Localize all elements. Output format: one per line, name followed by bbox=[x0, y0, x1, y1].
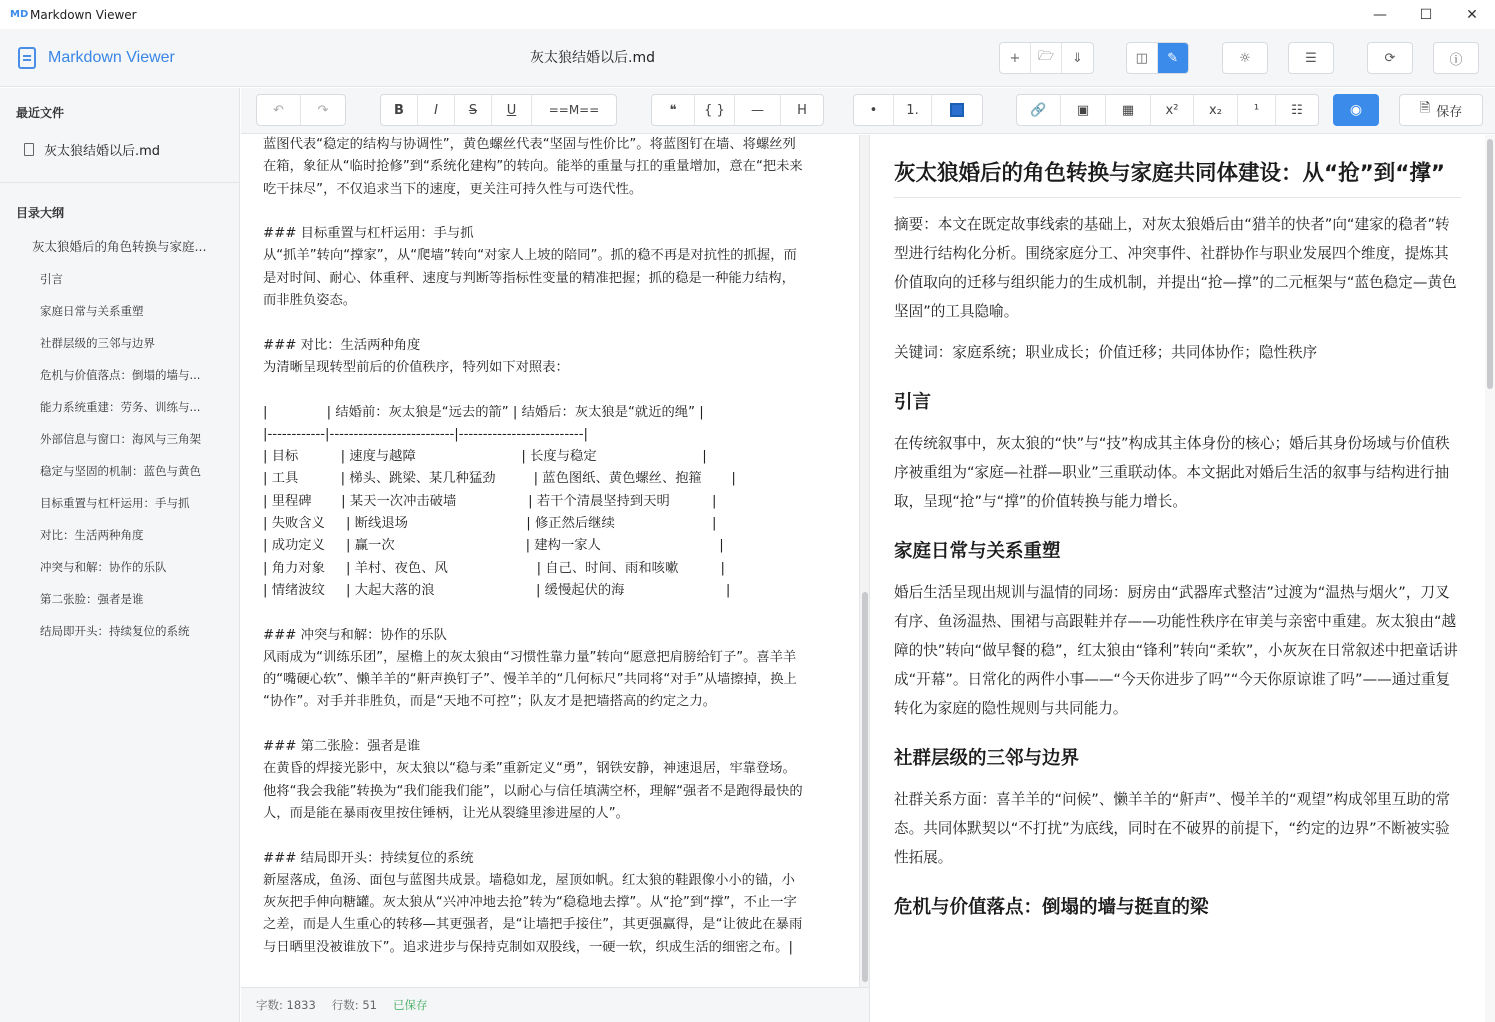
preview-heading: 家庭日常与关系重塑 bbox=[894, 541, 1061, 562]
toc-item[interactable]: 对比：生活两种角度 bbox=[40, 528, 144, 542]
char-count: 字数: 1833 bbox=[256, 998, 316, 1012]
bold-button[interactable]: B bbox=[381, 95, 418, 125]
preview-paragraph: 婚后生活呈现出规训与温情的同场：厨房由“武器库式整洁”过渡为“温热与烟火”，刀叉有序、鱼汤温热、围裙与高跟鞋并存——功能性秩序在审美与亲密中重建。灰太狼由“越障的快”转向“做早餐的稳”，红太狼由“锋利”转向“柔软”，小灰灰在日常叙述中把童话讲成“开幕”。日常化的两件小事——“今天你进步了吗”“今天你原谅谁了吗”——通过重复转化为家庭的隐性规则与共同能力。 bbox=[894, 584, 1458, 717]
window-controls bbox=[1357, 0, 1495, 29]
current-document-name: 灰太狼结婚以后.md bbox=[530, 50, 655, 66]
editor-text[interactable]: 蓝图代表“稳定的结构与协调性”，黄色螺丝代表“坚固与性价比”。将蓝图钉在墙、将螺丝列 在箱，象征从“临时抢修”到“系统化建构”的转向。能举的重量与扛的重量增加，意在“把未来 吃干抹尽”，不仅追求当下的速度，更关注可持久性与可迭代性。 ### 目标重置与杠杆运用：手与抓 从“抓羊”转向“撑家”，从“爬墙”转向“对家人上坡的陪同”。抓的稳不再是对抗性的抓握，而 是对时间、耐心、体重秤、速度与判断等指标性变量的精准把握；抓的稳是一种能力结构， 而非胜负姿态。 ### 对比：生活两种角度 为清晰呈现转型前后的价值秩序，特列如下对照表： | | 结婚前：灰太狼是“远去的箭” | 结婚后：灰太狼是“就近的绳” | |------------|--------------------------|--------------------------| | 目标 | 速度与越障 | 长度与稳定 | | 工具 | 梯头、跳梁、某几种猛劲 | 蓝色图纸、黄色螺丝、抱箍 | | 里程碑 | 某天一次冲击破墙 | 若干个清晨坚持到天明 | | 失败含义 | 断线退场 | 修正然后继续 | | 成功定义 | 赢一次 | 建构一家人 | | 角力对象 | 羊村、夜色、风 | 自己、时间、雨和咳嗽 | | 情绪波纹 | 大起大落的浪 | 缓慢起伏的海 | ### 冲突与和解：协作的乐队 风雨成为“训练乐团”，屋檐上的灰太狼由“习惯性靠力量”转向“愿意把肩膀给钉子”。喜羊羊 的“嘴硬心软”、懒羊羊的“鼾声换钉子”、慢羊羊的“几何标尺”共同将“对手”从墙擦掉，换上 “协作”。对手并非胜负，而是“天地不可控”；队友才是把墙搭高的约定之力。 ### 第二张脸：强者是谁 在黄昏的焊接光影中，灰太狼以“稳与柔”重新定义“勇”，钢铁安静，神速退居，牢靠登场。 他将“我会我能”转换为“我们能我们能”，以耐心与信任填满空杯，理解“强者不是跑得最快的 人，而是能在暴雨夜里按住锤柄，让光从裂缝里渗进屋的人”。 ### 结局即开头：持续复位的系统 新屋落成，鱼汤、面包与蓝图共成景。墙稳如龙，屋顶如帆。红太狼的鞋跟像小小的锚，小 灰灰把手伸向糖罐。灰太狼从“兴冲冲地去抢”转为“稳稳地去撑”。从“抢”到“撑”，不止一字 之差，而是人生重心的转移—其更强者，是“让墙把手接住”，其更强赢得，是“让彼此在暴雨 与日晒里没被谁放下”。追求进步与保持克制如双股线，一硬一软，织成生活的细密之布。| bbox=[263, 137, 803, 955]
underline-button[interactable]: U bbox=[492, 95, 532, 125]
file-icon bbox=[24, 143, 34, 156]
block-group bbox=[651, 94, 824, 126]
app-logo-icon: MD bbox=[10, 9, 29, 20]
toc-item[interactable]: 第二张脸：强者是谁 bbox=[40, 592, 144, 606]
export-file-icon[interactable]: ⇓ bbox=[1072, 50, 1083, 66]
open-folder-icon[interactable]: 🗁 bbox=[1031, 43, 1062, 73]
recent-files-heading: 最近文件 bbox=[16, 106, 65, 120]
list-group bbox=[853, 94, 983, 126]
new-file-icon[interactable]: + bbox=[1000, 43, 1031, 73]
sidebar bbox=[0, 88, 240, 1022]
toc-heading: 目录大纲 bbox=[16, 206, 65, 220]
calendar-icon[interactable]: ☷ bbox=[1291, 102, 1303, 118]
recent-file-item[interactable] bbox=[24, 140, 160, 159]
editor-scrollbar-thumb[interactable] bbox=[862, 592, 868, 982]
horizontal-rule-button[interactable]: — bbox=[735, 95, 781, 125]
format-toolbar bbox=[241, 88, 1495, 134]
undo-button[interactable]: ↶ bbox=[257, 95, 301, 125]
ordered-list-button[interactable]: 1. bbox=[894, 95, 932, 125]
link-icon[interactable]: 🔗 bbox=[1017, 95, 1061, 125]
toc-item[interactable]: 能力系统重建：劳务、训练与... bbox=[40, 400, 201, 414]
sidebar-divider bbox=[0, 182, 239, 183]
toc-item[interactable]: 外部信息与窗口：海风与三角架 bbox=[40, 432, 201, 446]
window-title: Markdown Viewer bbox=[30, 7, 137, 22]
preview-scrollbar[interactable] bbox=[1485, 135, 1495, 1022]
preview-heading: 社群层级的三邻与边界 bbox=[894, 748, 1080, 769]
edit-view-icon[interactable]: ✎ bbox=[1158, 43, 1188, 73]
split-view-icon[interactable]: ◫ bbox=[1127, 43, 1158, 73]
preview-paragraph: 社群关系方面：喜羊羊的“问候”、懒羊羊的“鼾声”、慢羊羊的“观望”构成邻里互助的常态。共同体默契以“不打扰”为底线，同时在不破界的前提下，“约定的边界”不断被实验性拓展。 bbox=[894, 791, 1451, 866]
line-count: 行数: 51 bbox=[331, 998, 377, 1012]
preview-heading: 危机与价值落点：倒塌的墙与挺直的梁 bbox=[894, 897, 1209, 918]
insert-group bbox=[1016, 94, 1319, 126]
app-header bbox=[0, 29, 1495, 87]
toc-item[interactable]: 灰太狼婚后的角色转换与家庭... bbox=[32, 239, 207, 254]
editor-scrollbar[interactable] bbox=[859, 135, 869, 987]
markdown-preview bbox=[869, 135, 1485, 1022]
italic-button[interactable]: I bbox=[418, 95, 455, 125]
toc-list bbox=[0, 236, 239, 652]
markdown-editor[interactable] bbox=[241, 135, 859, 987]
superscript-button[interactable]: x² bbox=[1151, 95, 1194, 125]
heading-button[interactable]: H bbox=[797, 102, 807, 118]
toc-item[interactable]: 结局即开头：持续复位的系统 bbox=[40, 624, 190, 638]
preview-scrollbar-thumb[interactable] bbox=[1487, 139, 1493, 389]
sun-icon[interactable]: ☼ bbox=[1222, 42, 1268, 74]
eye-icon[interactable]: ◉ bbox=[1333, 94, 1379, 126]
info-icon[interactable]: ⓘ bbox=[1433, 42, 1479, 74]
status-bar bbox=[241, 987, 869, 1022]
toc-item[interactable]: 冲突与和解：协作的乐队 bbox=[40, 560, 167, 574]
view-mode-group bbox=[1126, 42, 1189, 74]
save-file-icon: 🗎 bbox=[1419, 101, 1431, 116]
toc-item[interactable]: 目标重置与杠杆运用：手与抓 bbox=[40, 496, 190, 510]
close-icon[interactable]: ✕ bbox=[1466, 6, 1478, 23]
toc-item[interactable]: 引言 bbox=[40, 272, 63, 286]
recent-file-label: 灰太狼结婚以后.md bbox=[44, 144, 161, 159]
table-icon[interactable]: ▦ bbox=[1106, 95, 1151, 125]
save-button[interactable] bbox=[1399, 94, 1483, 126]
subscript-button[interactable]: x₂ bbox=[1194, 95, 1238, 125]
redo-button[interactable]: ↷ bbox=[317, 102, 329, 118]
sliders-icon[interactable]: ☰ bbox=[1288, 42, 1334, 74]
highlight-button[interactable]: ==M== bbox=[548, 103, 600, 117]
refresh-icon[interactable]: ⟳ bbox=[1367, 42, 1413, 74]
save-status: 已保存 bbox=[392, 998, 428, 1012]
save-label: 保存 bbox=[1436, 104, 1463, 120]
minimize-icon[interactable]: — bbox=[1373, 6, 1387, 23]
footnote-button[interactable]: ¹ bbox=[1238, 95, 1276, 125]
history-group bbox=[256, 94, 346, 126]
brand-name: Markdown Viewer bbox=[48, 49, 175, 66]
bullet-list-button[interactable]: • bbox=[854, 95, 894, 125]
toc-item[interactable]: 稳定与坚固的机制：蓝色与黄色 bbox=[40, 464, 201, 478]
brand bbox=[18, 29, 175, 87]
code-button[interactable]: { } bbox=[695, 95, 735, 125]
quote-button[interactable]: ❝ bbox=[652, 95, 695, 125]
toc-item[interactable]: 社群层级的三邻与边界 bbox=[40, 336, 155, 350]
image-icon[interactable]: ▣ bbox=[1061, 95, 1106, 125]
toc-item[interactable]: 危机与价值落点：倒塌的墙与... bbox=[40, 368, 201, 382]
task-list-button[interactable] bbox=[932, 95, 982, 125]
window-titlebar bbox=[0, 0, 1495, 29]
preview-abstract: 摘要：本文在既定故事线索的基础上，对灰太狼婚后由“猎羊的快者”向“建家的稳者”转型进行结构化分析。围绕家庭分工、冲突事件、社群协作与职业发展四个维度，提炼其价值取向的迁移与组织能力的生成机制，并提出“抢—撑”的二元框架与“蓝色稳定—黄色坚固”的工具隐喻。 bbox=[894, 216, 1457, 320]
text-format-group bbox=[380, 94, 617, 126]
file-button-group bbox=[999, 42, 1094, 74]
preview-keywords: 关键词：家庭系统；职业成长；价值迁移；共同体协作；隐性秩序 bbox=[894, 344, 1318, 361]
maximize-icon[interactable]: ☐ bbox=[1419, 6, 1433, 23]
preview-paragraph: 在传统叙事中，灰太狼的“快”与“技”构成其主体身份的核心；婚后其身份场域与价值秩序被重组为“家庭—社群—职业”三重联动体。本文据此对婚后生活的叙事与结构进行抽取，呈现“抢”与“撑”的价值转换与能力增长。 bbox=[894, 435, 1450, 510]
document-icon bbox=[18, 47, 36, 69]
toc-item[interactable]: 家庭日常与关系重塑 bbox=[40, 304, 144, 318]
strikethrough-button[interactable]: S bbox=[455, 95, 492, 125]
preview-title: 灰太狼婚后的角色转换与家庭共同体建设：从“抢”到“撑” bbox=[894, 157, 1461, 198]
preview-heading: 引言 bbox=[894, 392, 932, 413]
checkbox-icon bbox=[950, 103, 964, 117]
